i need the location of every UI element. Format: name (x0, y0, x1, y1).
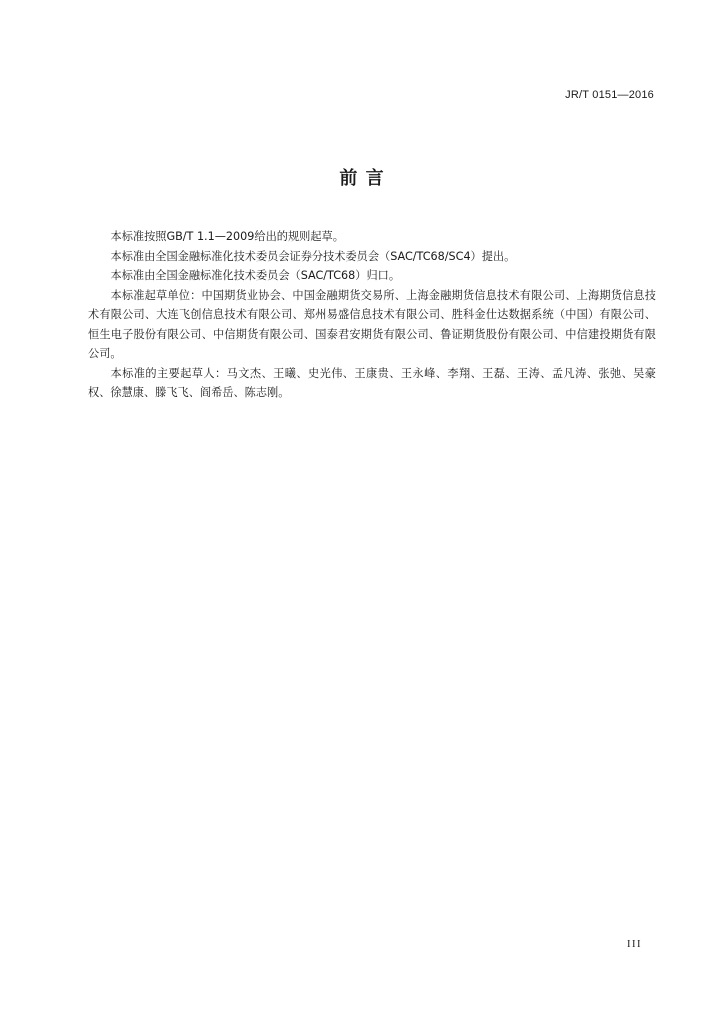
paragraph-proposer: 本标准由全国金融标准化技术委员会证券分技术委员会（SAC/TC68/SC4）提出。 (110, 249, 516, 263)
header-rule (88, 108, 654, 109)
standard-code: JR/T 0151—2016 (565, 89, 654, 101)
paragraph-drafters: 本标准的主要起草人：马文杰、王曦、史光伟、王康贵、王永峰、李翔、王磊、王涛、孟凡涛、张弛、吴豪权、徐慧康、滕飞飞、阎希岳、陈志刚。 (88, 366, 656, 399)
paragraph-drafting-units: 本标准起草单位：中国期货业协会、中国金融期货交易所、上海金融期货信息技术有限公司、上海期货信息技术有限公司、大连飞创信息技术有限公司、郑州易盛信息技术有限公司、胜科金仕达数据系统（中国）有限公司、恒生电子股份有限公司、中信期货有限公司、国泰君安期货有限公司、鲁证期货股份有限公司、中信建投期货有限公司。 (88, 288, 656, 360)
page-title: 前 言 (339, 168, 385, 189)
document-body (88, 227, 656, 403)
paragraph-administrator: 本标准由全国金融标准化技术委员会（SAC/TC68）归口。 (110, 269, 401, 282)
paragraph-drafting-rules: 本标准按照GB/T 1.1—2009给出的规则起草。 (110, 230, 344, 243)
page-number: III (627, 939, 642, 950)
